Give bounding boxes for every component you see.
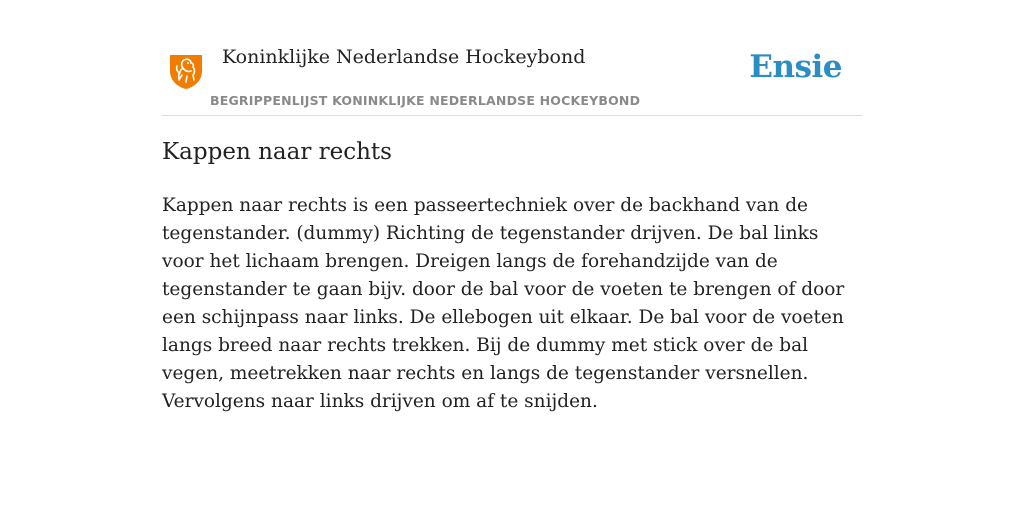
glossary-subtitle: BEGRIPPENLIJST KONINKLIJKE NEDERLANDSE HOCKEYBOND xyxy=(210,93,641,108)
ensie-logo-link[interactable]: Ensie xyxy=(749,49,842,85)
term-definition: Kappen naar rechts is een passeertechniek over de backhand van de tegenstander. (dummy) Richting de tegenstander drijven. De bal links voor het lichaam brengen. Dreigen langs de forehandzijde van de tegenstander te gaan bijv. door de bal voor de voeten te brengen of door een schijnpass naar links. De ellebogen uit elkaar. De bal voor de voeten langs breed naar rechts trekken. Bij de dummy met stick over de bal vegen, meetrekken naar rechts en langs de tegenstander versnellen. Vervolgens naar links drijven om af te snijden. xyxy=(162,195,845,412)
header xyxy=(162,40,862,116)
lion-shield-icon[interactable] xyxy=(168,52,204,90)
term-title: Kappen naar rechts xyxy=(162,139,392,165)
organization-name[interactable]: Koninklijke Nederlandse Hockeybond xyxy=(222,46,586,68)
